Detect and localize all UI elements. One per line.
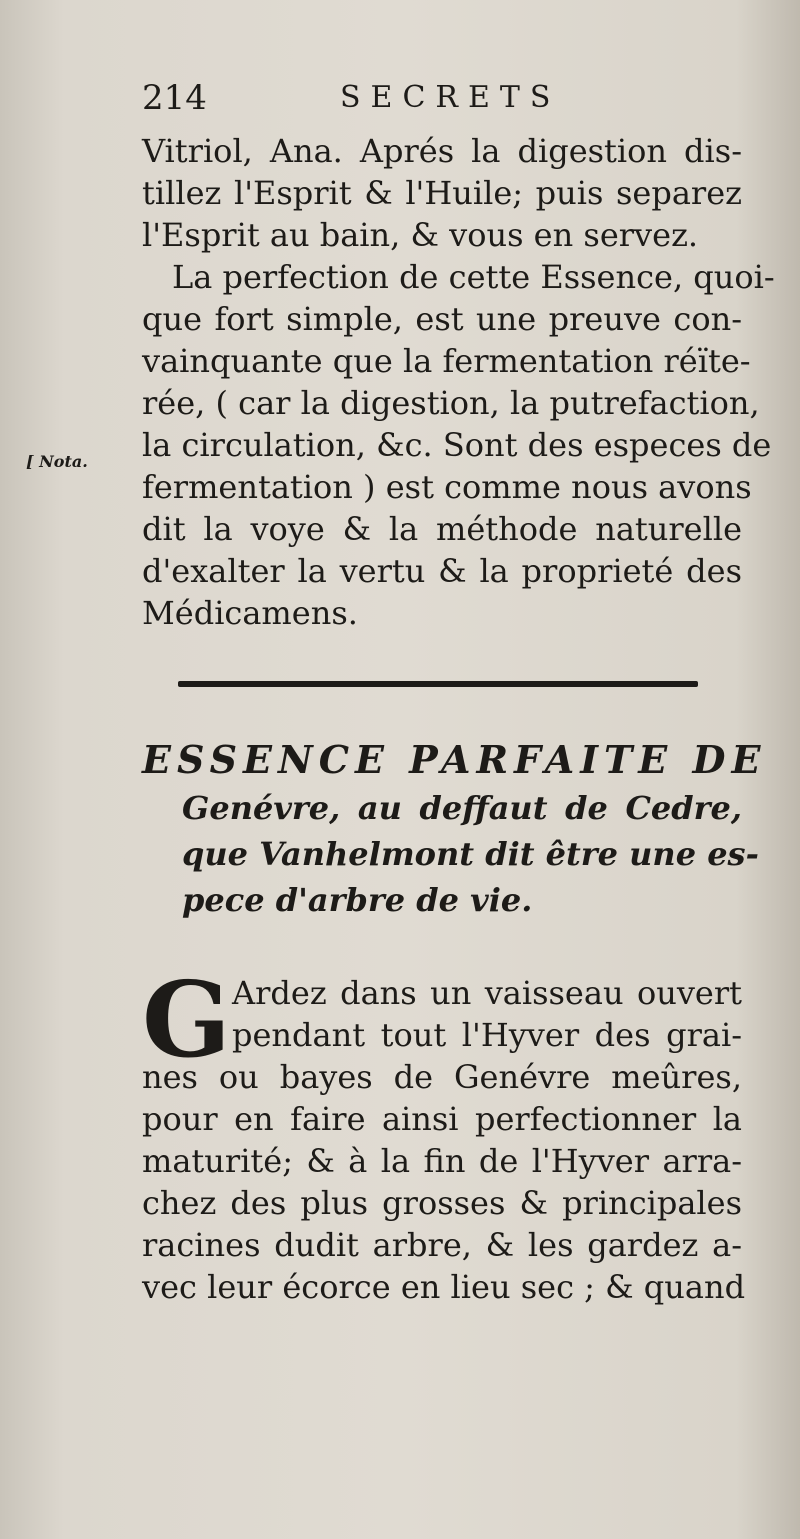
heading-title: ESSENCE PARFAITE DE [142, 737, 767, 782]
text-line: chez des plus grosses & principales [142, 1184, 742, 1222]
section-divider [178, 681, 698, 687]
text-line: Ardez dans un vaisseau ouvert [232, 974, 742, 1012]
text-line: dit la voye & la méthode naturelle [142, 510, 742, 548]
text-line: maturité; & à la fin de l'Hyver arra- [142, 1142, 742, 1180]
text-line: que fort simple, est une preuve con- [142, 300, 742, 338]
text-line: racines dudit arbre, & les gardez a- [142, 1226, 742, 1264]
text-line: tillez l'Esprit & l'Huile; puis separez [142, 174, 742, 212]
text-line: la circulation, &c. Sont des especes de [142, 426, 772, 464]
margin-note: [ Nota. [26, 452, 88, 471]
text-line: rée, ( car la digestion, la putrefaction, [142, 384, 760, 422]
section-heading [142, 735, 767, 923]
body-text-bottom [142, 972, 746, 1308]
text-line: Vitriol, Ana. Aprés la digestion dis- [142, 132, 742, 170]
page-number: 214 [142, 78, 207, 118]
text-line: fermentation ) est comme nous avons [142, 468, 752, 506]
heading-subtitle-line: Genévre, au deffaut de Cedre, [182, 789, 742, 827]
heading-subtitle-line: que Vanhelmont dit être une es- [182, 835, 759, 873]
text-line: Médicamens. [142, 594, 358, 632]
text-line: nes ou bayes de Genévre meûres, [142, 1058, 742, 1096]
text-line: d'exalter la vertu & la proprieté des [142, 552, 742, 590]
text-line: pour en faire ainsi perfectionner la [142, 1100, 742, 1138]
text-line: vainquante que la fermentation réïte- [142, 342, 751, 380]
text-line: La perfection de cette Essence, quoi- [172, 258, 775, 296]
heading-subtitle-line: pece d'arbre de vie. [182, 881, 533, 919]
text-line: vec leur écorce en lieu sec ; & quand [142, 1268, 746, 1306]
body-text-top [142, 130, 775, 634]
drop-cap: G [142, 958, 231, 1081]
running-head: SECRETS [340, 80, 561, 115]
text-line: l'Esprit au bain, & vous en servez. [142, 216, 699, 254]
text-line: pendant tout l'Hyver des grai- [232, 1016, 742, 1054]
